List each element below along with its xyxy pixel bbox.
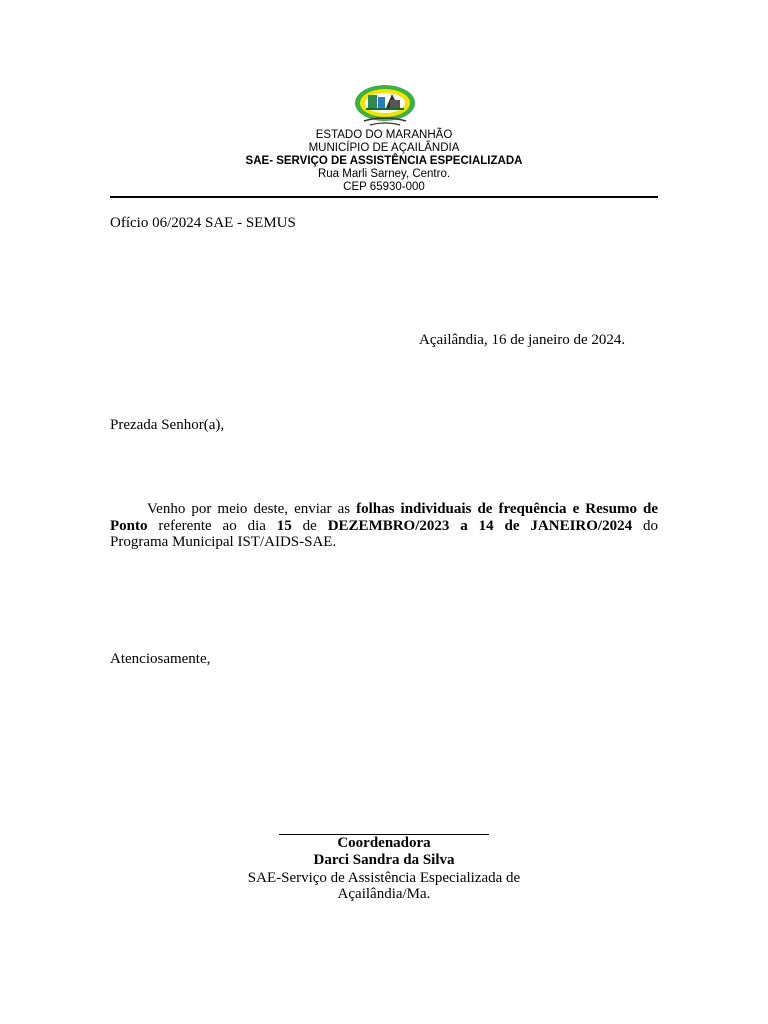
place-date: Açailândia, 16 de janeiro de 2024. [419, 332, 626, 348]
header-service: SAE- SERVIÇO DE ASSISTÊNCIA ESPECIALIZADA [245, 155, 523, 167]
header-cep: CEP 65930-000 [343, 181, 425, 193]
header-divider [110, 196, 658, 198]
body-bold-2: Ponto [110, 517, 148, 534]
body-text-5: Programa Municipal IST/AIDS-SAE. [110, 534, 337, 550]
closing: Atenciosamente, [110, 651, 211, 667]
body-bold-4: DEZEMBRO/2023 a 14 de JANEIRO/2024 [327, 517, 633, 534]
header-address: Rua Marli Sarney, Centro. [317, 168, 451, 180]
header-municipality: MUNICÍPIO DE AÇAILÂNDIA [308, 142, 460, 154]
body-bold-1: folhas individuais de frequência e Resumo de [356, 501, 659, 517]
salutation: Prezada Senhor(a), [110, 417, 225, 433]
document-reference: Ofício 06/2024 SAE - SEMUS [110, 215, 296, 231]
body-bold-3: 15 [276, 517, 292, 534]
signature-org-line1: SAE-Serviço de Assistência Especializada de [247, 870, 521, 886]
municipal-coat-of-arms-icon [352, 84, 418, 130]
signature-name: Darci Sandra da Silva [313, 852, 455, 868]
body-text-2: referente ao dia [147, 517, 277, 534]
body-paragraph [110, 501, 658, 551]
header-state: ESTADO DO MARANHÃO [315, 129, 453, 141]
signature-org-line2: Açailândia/Ma. [337, 886, 431, 902]
body-text-4: do [632, 517, 658, 534]
body-text-1: Venho por meio deste, enviar as [147, 501, 357, 517]
body-text-3: de [291, 517, 328, 534]
signature-role: Coordenadora [337, 835, 431, 851]
